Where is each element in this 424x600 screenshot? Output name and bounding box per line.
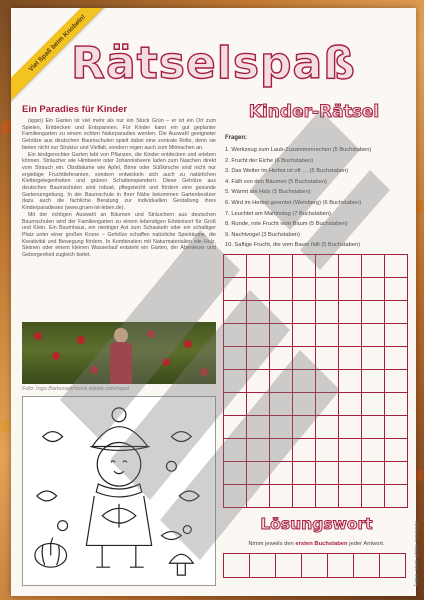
- article: [22, 104, 216, 259]
- grid-cell[interactable]: [362, 278, 385, 301]
- question-item: 6. Wird im Herbst geerntet (Weinberg) (6 Buchstaben): [225, 199, 362, 206]
- article-heading: Ein Paradies für Kinder: [22, 104, 128, 115]
- grid-cell[interactable]: [316, 347, 339, 370]
- grid-cell[interactable]: [362, 439, 385, 462]
- grid-cell[interactable]: [247, 370, 270, 393]
- child-figure: [114, 328, 128, 343]
- grid-cell[interactable]: [270, 278, 293, 301]
- grid-cell[interactable]: [293, 462, 316, 485]
- grid-cell[interactable]: [362, 462, 385, 485]
- grid-cell[interactable]: [316, 301, 339, 324]
- grid-cell[interactable]: [362, 301, 385, 324]
- grid-cell[interactable]: [362, 416, 385, 439]
- question-item: 4. Fällt von den Bäumen (5 Buchstaben): [225, 178, 327, 185]
- grid-cell[interactable]: [247, 324, 270, 347]
- grid-cell[interactable]: [385, 324, 408, 347]
- grid-cell[interactable]: [247, 347, 270, 370]
- grid-cell[interactable]: [247, 485, 270, 508]
- grid-cell[interactable]: [362, 370, 385, 393]
- grid-cell[interactable]: [316, 439, 339, 462]
- grid-cell[interactable]: [339, 393, 362, 416]
- grid-cell[interactable]: [270, 324, 293, 347]
- question-item: 7. Leuchtet am Martinstag (7 Buchstaben): [225, 210, 331, 217]
- solution-instruction: [224, 541, 409, 547]
- grid-cell[interactable]: [316, 485, 339, 508]
- grid-cell[interactable]: [224, 324, 247, 347]
- question-item: 9. Nachtvogel (3 Buchstaben): [225, 231, 300, 238]
- grid-cell[interactable]: [293, 324, 316, 347]
- article-body: [22, 118, 216, 259]
- solution-box[interactable]: [302, 554, 328, 578]
- grid-cell[interactable]: [316, 393, 339, 416]
- coloring-picture: [22, 396, 216, 586]
- grid-cell[interactable]: [362, 485, 385, 508]
- grid-cell[interactable]: [224, 278, 247, 301]
- grid-cell[interactable]: [385, 370, 408, 393]
- question-item: 5. Wärmt am Hals (5 Buchstaben): [225, 189, 311, 196]
- solution-box[interactable]: [328, 554, 354, 578]
- grid-cell[interactable]: [270, 439, 293, 462]
- solution-box[interactable]: [224, 554, 250, 578]
- grid-cell[interactable]: [293, 347, 316, 370]
- background-leaf: [415, 470, 423, 481]
- solution-box[interactable]: [276, 554, 302, 578]
- grid-cell[interactable]: [339, 255, 362, 278]
- grid-cell[interactable]: [362, 255, 385, 278]
- grid-cell[interactable]: [270, 393, 293, 416]
- grid-cell[interactable]: [247, 416, 270, 439]
- grid-cell[interactable]: [293, 370, 316, 393]
- solution-box[interactable]: [380, 554, 406, 578]
- question-item: 1. Werkzeug zum Laub-Zusammenrechen (5 Buchstaben): [225, 147, 372, 153]
- corner-banner-text: Viel Spaß beim Knobeln!: [11, 8, 119, 105]
- grid-cell[interactable]: [316, 370, 339, 393]
- grid-cell[interactable]: [270, 255, 293, 278]
- grid-cell[interactable]: [339, 347, 362, 370]
- questions-label: Fragen:: [225, 135, 248, 141]
- grid-cell[interactable]: [293, 393, 316, 416]
- solution-box[interactable]: [354, 554, 380, 578]
- crossword-grid: [223, 254, 408, 508]
- grid-cell[interactable]: [385, 393, 408, 416]
- grid-cell[interactable]: [224, 255, 247, 278]
- grid-cell[interactable]: [247, 439, 270, 462]
- grid-cell[interactable]: [316, 255, 339, 278]
- side-photo-credit: Fotos: stock.adobe.com/sppo: [414, 520, 420, 586]
- grid-cell[interactable]: [270, 347, 293, 370]
- page-title: Rätselspaß: [71, 38, 356, 89]
- grid-cell[interactable]: [293, 439, 316, 462]
- grid-cell[interactable]: [339, 301, 362, 324]
- question-item: 8. Runde, rote Frucht vom Baum (5 Buchstaben): [225, 221, 348, 228]
- grid-cell[interactable]: [293, 278, 316, 301]
- grid-cell[interactable]: [385, 485, 408, 508]
- grid-cell[interactable]: [224, 370, 247, 393]
- photo-credit: Foto: Ingo Bartussek/stock.adobe.com/sppo: [22, 386, 130, 392]
- child-apple-tree-photo: [22, 322, 216, 384]
- grid-cell[interactable]: [339, 462, 362, 485]
- grid-cell[interactable]: [224, 301, 247, 324]
- grid-cell[interactable]: [224, 393, 247, 416]
- instruction-text-end: jeder Antwort.: [347, 541, 385, 547]
- grid-cell[interactable]: [224, 416, 247, 439]
- solution-box[interactable]: [250, 554, 276, 578]
- grid-cell[interactable]: [224, 347, 247, 370]
- grid-cell[interactable]: [339, 370, 362, 393]
- grid-cell[interactable]: [270, 416, 293, 439]
- question-item: 10. Saftige Frucht, die vom Baum fällt (5 Buchstaben): [225, 242, 360, 249]
- background-leaf: [1, 420, 10, 432]
- grid-cell[interactable]: [270, 485, 293, 508]
- grid-cell[interactable]: [224, 439, 247, 462]
- grid-cell[interactable]: [339, 278, 362, 301]
- grid-cell[interactable]: [224, 462, 247, 485]
- grid-cell[interactable]: [362, 324, 385, 347]
- solution-boxes: [223, 553, 406, 578]
- grid-cell[interactable]: [339, 439, 362, 462]
- solution-title: Lösungswort: [260, 515, 373, 533]
- article-paragraph: Ein kindgerechter Garten lebt von Pflanzen, die Kinder entdecken und erleben können. Sträucher wie Himbeere oder Johannisbeere laden zum Naschen direkt vom Strauch ein. Obstbäume wie Apfel, Birne oder Süßkirsche sind nicht nur ergiebige Fruchtlieferanten, sondern entwickeln sich auch zu natürlichen Klettergelegenheiten und grünen Schattenspendern. Diese Gehölze aus deutschen Baumschulen sind robust, pflegeleicht und fördern eine gesunde Gartenumgebung. In der Baumschule in Ihrer Nähe bekommen Gartenbesitzer dazu auch die fachliche Beratung zur individuellen Gestaltung ihres Kinderparadieses (www.gruen-ist-leben.de).: [22, 151, 216, 212]
- grid-cell[interactable]: [316, 278, 339, 301]
- grid-cell[interactable]: [385, 301, 408, 324]
- instruction-emphasis: ersten Buchstaben: [295, 541, 348, 547]
- grid-cell[interactable]: [385, 439, 408, 462]
- grid-cell[interactable]: [224, 485, 247, 508]
- grid-cell[interactable]: [293, 416, 316, 439]
- grid-cell[interactable]: [339, 324, 362, 347]
- grid-cell[interactable]: [385, 278, 408, 301]
- grid-cell[interactable]: [385, 416, 408, 439]
- article-paragraph: (sppo) Ein Garten ist viel mehr als nur ein Stück Grün – er ist ein Ort zum Spielen, Entdecken und Entspannen. Für Kinder kann ein gut geplanter Familiengarten zu einem echten Naturparadies werden. Die Auswahl geeigneter Gehölze aus deutschen Baumschulen spielt dabei eine zentrale Rolle, denn sie bieten nicht nur Struktur und Vielfalt, sondern regen auch zum Mitmachen an.: [22, 118, 216, 151]
- grid-cell[interactable]: [293, 301, 316, 324]
- grid-cell[interactable]: [270, 462, 293, 485]
- instruction-text: Nimm jeweils den: [248, 541, 296, 547]
- grid-cell[interactable]: [362, 393, 385, 416]
- grid-cell[interactable]: [362, 347, 385, 370]
- grid-cell[interactable]: [293, 255, 316, 278]
- worksheet-page: [11, 8, 416, 596]
- grid-cell[interactable]: [385, 462, 408, 485]
- coloring-girl-illustration: [23, 397, 215, 585]
- question-item: 2. Frucht der Eiche (6 Buchstaben): [225, 157, 314, 164]
- grid-cell[interactable]: [316, 462, 339, 485]
- grid-cell[interactable]: [339, 485, 362, 508]
- questions-list: [225, 145, 413, 251]
- puzzle-title: Kinder-Rätsel: [248, 102, 380, 122]
- grid-cell[interactable]: [385, 347, 408, 370]
- grid-cell[interactable]: [247, 462, 270, 485]
- grid-cell[interactable]: [316, 416, 339, 439]
- grid-cell[interactable]: [293, 485, 316, 508]
- grid-cell[interactable]: [316, 324, 339, 347]
- grid-cell[interactable]: [247, 393, 270, 416]
- grid-cell[interactable]: [385, 255, 408, 278]
- article-paragraph: Mit der richtigen Auswahl an Bäumen und Sträuchern aus deutschen Baumschulen wird der Familiengarten zu einem lebendigen Erlebnisort für Groß und Klein. Ein Baumhaus, ein niedriger Ast zum Schaukeln oder ein schattiger Platz unter einer großen Krone – Gehölze schaffen natürliche Spielräume, die Kreativität und Bewegung fördern. In Kombination mit Naturmaterialien wie Holz, Steinen oder einem kleinen Wasserlauf entsteht ein Garten, der Abenteuer und Geborgenheit zugleich bietet.: [22, 211, 216, 259]
- grid-cell[interactable]: [339, 416, 362, 439]
- grid-cell[interactable]: [247, 301, 270, 324]
- grid-cell[interactable]: [270, 370, 293, 393]
- grid-cell[interactable]: [247, 255, 270, 278]
- grid-cell[interactable]: [247, 278, 270, 301]
- question-item: 3. Das Wetter im Herbst ist oft … (5 Buchstaben): [225, 168, 349, 175]
- grid-cell[interactable]: [270, 301, 293, 324]
